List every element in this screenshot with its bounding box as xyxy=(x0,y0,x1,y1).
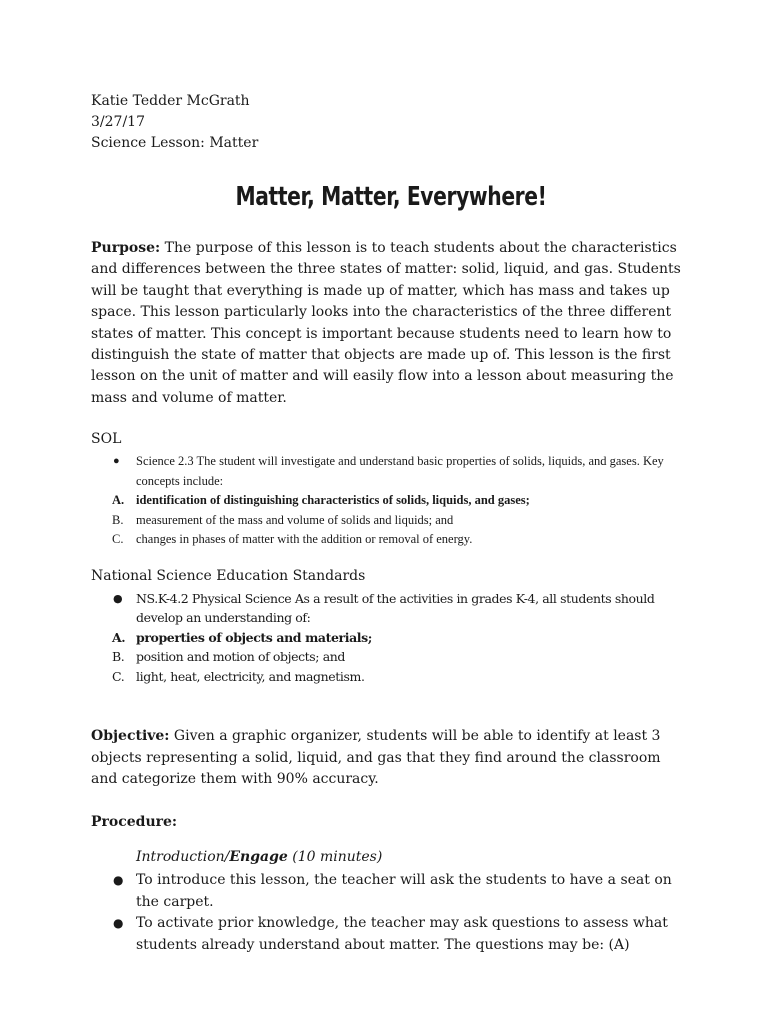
list-item-text: identification of distinguishing characteristics of solids, liquids, and gases; xyxy=(136,493,530,508)
lesson-title: Matter, Matter, Everywhere! xyxy=(235,182,547,212)
lesson-plan xyxy=(91,91,691,956)
list-item-text: position and motion of objects; and xyxy=(136,649,345,665)
list-item-text: properties of objects and materials; xyxy=(136,629,372,645)
list-item xyxy=(91,530,691,550)
procedure-intro xyxy=(91,847,691,868)
list-item xyxy=(91,452,691,491)
list-item xyxy=(91,589,691,628)
list-item xyxy=(91,628,691,648)
list-item xyxy=(91,511,691,531)
list-marker: B. xyxy=(112,512,124,527)
nses-list xyxy=(91,589,691,687)
list-item xyxy=(91,491,691,511)
intro-prefix: Introduction/ xyxy=(136,849,230,866)
list-marker: C. xyxy=(112,668,125,684)
objective-paragraph xyxy=(91,726,691,790)
list-item-text: To introduce this lesson, the teacher will ask the students to have a seat on the carpet. xyxy=(136,872,672,910)
objective-text: Given a graphic organizer, students will be able to identify at least 3 objects representing a solid, liquid, and gas that they find around the classroom and categorize them with 90% accuracy. xyxy=(91,728,661,788)
purpose-text: The purpose of this lesson is to teach students about the characteristics and differences between the three states of matter: solid, liquid, and gas. Students will be taught that everything is made up of matter, which has mass and takes up space. This lesson particularly looks into the characteristics of the three different states of matter. This concept is important because students need to learn how to distinguish the state of matter that objects are made up of. This lesson is the first lesson on the unit of matter and will easily flow into a lesson about measuring the mass and volume of matter. xyxy=(91,240,681,406)
sol-heading: SOL xyxy=(91,431,122,448)
bullet-marker: ● xyxy=(113,591,123,605)
list-item xyxy=(91,667,691,687)
document-date: 3/27/17 xyxy=(91,114,145,130)
list-marker: A. xyxy=(112,629,126,645)
nses-heading: National Science Education Standards xyxy=(91,567,366,584)
bullet-marker: ● xyxy=(113,873,124,888)
list-marker: C. xyxy=(112,532,124,547)
list-item-text: NS.K-4.2 Physical Science As a result of the activities in grades K-4, all students should develop an understanding of: xyxy=(136,590,655,626)
purpose-label: Purpose: xyxy=(91,240,161,256)
list-item xyxy=(91,647,691,667)
objective-label: Objective: xyxy=(91,728,170,745)
list-item xyxy=(91,870,691,913)
list-item-text: changes in phases of matter with the addition or removal of energy. xyxy=(136,532,473,547)
purpose-paragraph xyxy=(91,238,691,409)
bullet-marker: ● xyxy=(113,455,120,468)
list-item xyxy=(91,913,691,956)
intro-time: (10 minutes) xyxy=(287,849,383,866)
list-item-text: measurement of the mass and volume of solids and liquids; and xyxy=(136,512,454,527)
sol-list xyxy=(91,452,691,550)
procedure-list xyxy=(91,870,691,956)
list-item-text: To activate prior knowledge, the teacher may ask questions to assess what students already understand about matter. The questions may be: (A) xyxy=(136,915,668,953)
list-item-text: light, heat, electricity, and magnetism. xyxy=(136,668,365,684)
list-marker: A. xyxy=(112,493,125,508)
list-item-text: Science 2.3 The student will investigate and understand basic properties of solids, liquids, and gases. Key concepts include: xyxy=(136,454,664,488)
intro-phase: Engage xyxy=(229,849,288,866)
bullet-marker: ● xyxy=(113,916,124,931)
list-marker: B. xyxy=(112,649,125,665)
lesson-subject: Science Lesson: Matter xyxy=(91,135,259,151)
author-name: Katie Tedder McGrath xyxy=(91,93,250,109)
procedure-heading: Procedure: xyxy=(91,814,178,831)
